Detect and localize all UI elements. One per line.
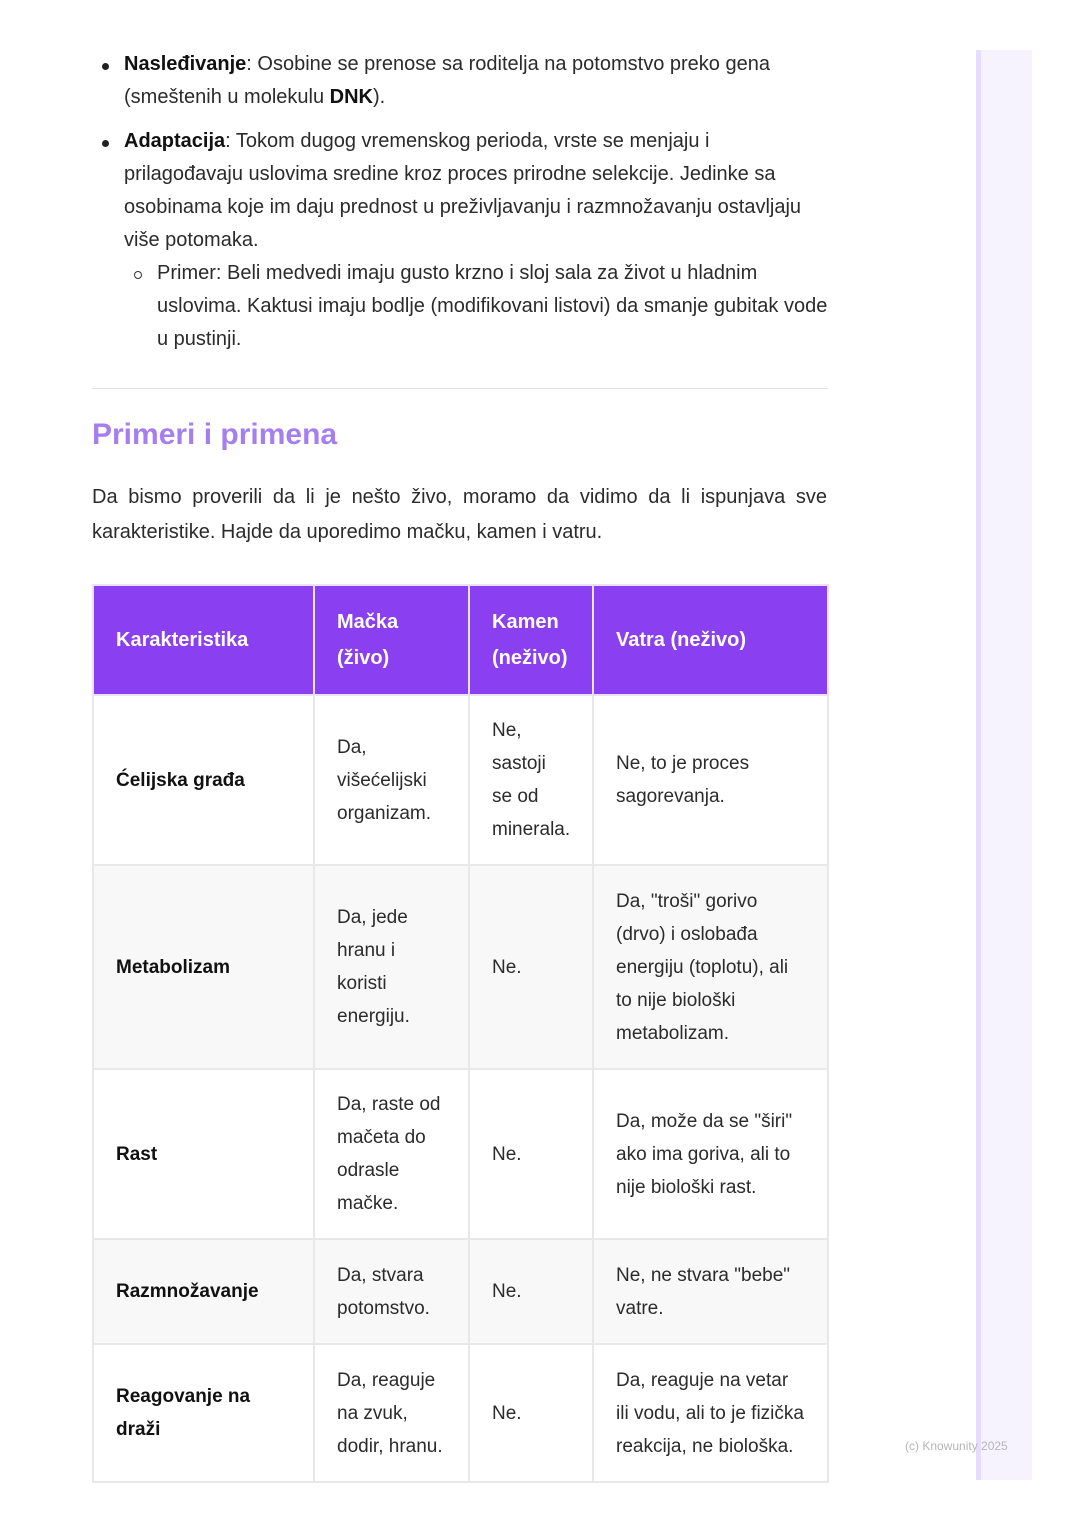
adaptation-text: : Tokom dugog vremenskog perioda, vrste se menjaju i prilagođavaju uslovima sredine kroz proces prirodne selekcije. Jedinke sa osobinama koje im daju prednost u preživljavanju i razmnožavanju ostavljaju više potomaka. bbox=[124, 130, 802, 251]
header-stone: Kamen (neživo) bbox=[469, 585, 593, 695]
footer-credit: (c) Knowunity 2025 bbox=[905, 1439, 1008, 1453]
cell-fire: Ne, to je proces sagorevanja. bbox=[593, 695, 828, 865]
cell-cat: Da, reaguje na zvuk, dodir, hranu. bbox=[314, 1344, 469, 1482]
intro-paragraph: Da bismo proverili da li je nešto živo, moramo da vidimo da li ispunjava sve karakteristike. Hajde da uporedimo mačku, kamen i vatru. bbox=[92, 486, 827, 543]
inheritance-text-end: ). bbox=[373, 86, 386, 108]
table-row bbox=[93, 1239, 828, 1344]
cell-fire: Ne, ne stvara "bebe" vatre. bbox=[593, 1239, 828, 1344]
comparison-table bbox=[92, 584, 829, 1483]
cell-cat: Da, stvara potomstvo. bbox=[314, 1239, 469, 1344]
bullet-list bbox=[92, 48, 828, 356]
cell-fire: Da, reaguje na vetar ili vodu, ali to je fizička reakcija, ne biološka. bbox=[593, 1344, 828, 1482]
cell-stone: Ne. bbox=[469, 1069, 593, 1239]
header-characteristic: Karakteristika bbox=[93, 585, 314, 695]
row-label: Reagovanje na draži bbox=[93, 1344, 314, 1482]
row-label: Ćelijska građa bbox=[93, 695, 314, 865]
cell-stone: Ne. bbox=[469, 1239, 593, 1344]
term-adaptation: Adaptacija bbox=[124, 130, 226, 152]
cell-fire: Da, "troši" gorivo (drvo) i oslobađa energiju (toplotu), ali to nije biološki metabolizam. bbox=[593, 865, 828, 1069]
cell-cat: Da, višećelijski organizam. bbox=[314, 695, 469, 865]
row-label: Metabolizam bbox=[93, 865, 314, 1069]
table-row bbox=[93, 695, 828, 865]
inheritance-text: : Osobine se prenose sa roditelja na potomstvo preko gena (smeštenih u molekulu bbox=[124, 53, 770, 108]
table-row bbox=[93, 1344, 828, 1482]
cell-fire: Da, može da se "širi" ako ima goriva, ali to nije biološki rast. bbox=[593, 1069, 828, 1239]
dnk-term: DNK bbox=[329, 86, 373, 108]
section-title: Primeri i primena bbox=[92, 418, 338, 451]
header-cat: Mačka (živo) bbox=[314, 585, 469, 695]
table-row bbox=[93, 865, 828, 1069]
cell-stone: Ne. bbox=[469, 1344, 593, 1482]
cell-stone: Ne. bbox=[469, 865, 593, 1069]
cell-stone: Ne, sastoji se od minerala. bbox=[469, 695, 593, 865]
bullet-item-adaptation bbox=[92, 125, 828, 356]
term-inheritance: Nasleđivanje bbox=[124, 53, 247, 75]
cell-cat: Da, jede hranu i koristi energiju. bbox=[314, 865, 469, 1069]
bullet-item-inheritance bbox=[92, 48, 828, 114]
main-content bbox=[92, 48, 828, 367]
side-accent-line bbox=[976, 50, 981, 1480]
example-item: Primer: Beli medvedi imaju gusto krzno i sloj sala za život u hladnim uslovima. Kaktusi imaju bodlje (modifikovani listovi) da smanje gubitak vode u pustinji. bbox=[124, 257, 828, 356]
sub-list bbox=[124, 257, 828, 356]
section-divider bbox=[92, 388, 828, 389]
header-fire: Vatra (neživo) bbox=[593, 585, 828, 695]
table-header-row bbox=[93, 585, 828, 695]
side-panel bbox=[976, 50, 1032, 1480]
table-row bbox=[93, 1069, 828, 1239]
row-label: Razmnožavanje bbox=[93, 1239, 314, 1344]
row-label: Rast bbox=[93, 1069, 314, 1239]
cell-cat: Da, raste od mačeta do odrasle mačke. bbox=[314, 1069, 469, 1239]
